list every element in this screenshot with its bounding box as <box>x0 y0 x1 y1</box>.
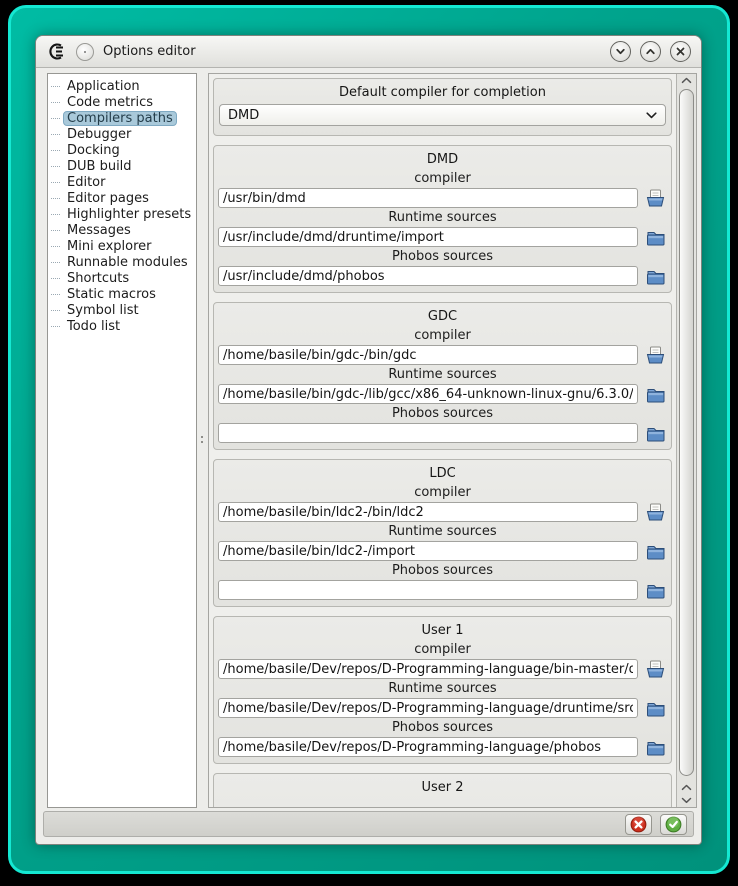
field-label-phobos-sources: Phobos sources <box>391 563 494 578</box>
green-check-circle-icon <box>665 816 682 833</box>
field-row <box>218 659 667 679</box>
ldc-compiler-input[interactable] <box>218 502 638 522</box>
sidebar-item-runnable-modules[interactable] <box>51 254 196 270</box>
chevron-up-icon <box>644 45 657 58</box>
splitter-grip-icon <box>201 436 203 438</box>
sidebar-tree <box>47 73 197 808</box>
field-row <box>218 266 667 286</box>
sidebar-item-label: Editor <box>67 174 106 190</box>
group-ldc <box>213 459 672 607</box>
field-label-runtime-sources: Runtime sources <box>388 681 497 696</box>
tree-branch-icon <box>51 294 60 295</box>
scrollbar-thumb[interactable] <box>679 89 694 776</box>
sidebar-item-label: Debugger <box>67 126 132 142</box>
sidebar-item-application[interactable] <box>51 78 196 94</box>
sidebar-item-label: Editor pages <box>67 190 149 206</box>
field-label-compiler: compiler <box>414 328 471 343</box>
options-scroll-area <box>208 73 697 808</box>
tree-branch-icon <box>51 182 60 183</box>
sidebar-item-label: DUB build <box>67 158 132 174</box>
field-row <box>218 227 667 247</box>
combo-value: DMD <box>228 107 260 123</box>
sidebar-splitter[interactable] <box>197 73 208 808</box>
field-label-phobos-sources: Phobos sources <box>391 406 494 421</box>
field-label-runtime-sources: Runtime sources <box>388 524 497 539</box>
field-row <box>218 580 667 600</box>
footer-bar <box>43 811 694 837</box>
group-title: Default compiler for completion <box>339 85 546 100</box>
group-title: LDC <box>429 466 456 481</box>
tree-branch-icon <box>51 118 60 119</box>
field-label-phobos-sources: Phobos sources <box>391 720 494 735</box>
folder-open-icon[interactable] <box>643 266 667 286</box>
group-default-compiler <box>213 78 672 136</box>
group-gdc <box>213 302 672 450</box>
body <box>47 73 697 808</box>
sidebar-item-label: Messages <box>67 222 131 238</box>
sidebar-item-todo-list[interactable] <box>51 318 196 334</box>
field-label-runtime-sources: Runtime sources <box>388 367 497 382</box>
field-row <box>218 541 667 561</box>
field-row <box>218 423 667 443</box>
sidebar-item-highlighter-presets[interactable] <box>51 206 196 222</box>
folder-open-icon[interactable] <box>643 384 667 404</box>
tree-branch-icon <box>51 150 60 151</box>
sidebar-item-label: Code metrics <box>67 94 154 110</box>
user-1-phobos-sources-input[interactable] <box>218 737 638 757</box>
maximize-button[interactable] <box>640 41 661 62</box>
folder-open-icon[interactable] <box>643 737 667 757</box>
ldc-runtime-sources-input[interactable] <box>218 541 638 561</box>
file-open-icon[interactable] <box>643 502 667 522</box>
field-row <box>218 384 667 404</box>
sidebar-item-static-macros[interactable] <box>51 286 196 302</box>
sidebar-item-label: Symbol list <box>67 302 139 318</box>
field-row <box>218 502 667 522</box>
group-user-2 <box>213 773 672 807</box>
gdc-runtime-sources-input[interactable] <box>218 384 638 404</box>
tree-branch-icon <box>51 310 60 311</box>
group-title: User 2 <box>421 780 464 795</box>
scroll-down-icon[interactable] <box>677 794 696 807</box>
sidebar-item-label: Runnable modules <box>67 254 188 270</box>
user-1-compiler-input[interactable] <box>218 659 638 679</box>
sidebar-item-compilers-paths[interactable] <box>51 110 196 126</box>
minimize-button[interactable] <box>610 41 631 62</box>
tree-branch-icon <box>51 278 60 279</box>
compilers-paths-panel <box>209 74 676 807</box>
tree-branch-icon <box>51 246 60 247</box>
scrollbar-track[interactable] <box>677 87 696 781</box>
sidebar-item-label: Compilers paths <box>63 111 177 126</box>
ldc-phobos-sources-input[interactable] <box>218 580 638 600</box>
group-title: User 1 <box>421 623 464 638</box>
field-label-compiler: compiler <box>414 485 471 500</box>
sidebar-item-editor-pages[interactable] <box>51 190 196 206</box>
dmd-phobos-sources-input[interactable] <box>218 266 638 286</box>
tree-branch-icon <box>51 134 60 135</box>
scroll-up-icon[interactable] <box>677 74 696 87</box>
sidebar-item-label: Shortcuts <box>67 270 130 286</box>
vertical-scrollbar[interactable] <box>676 74 696 807</box>
close-button[interactable] <box>670 41 691 62</box>
window-title: Options editor <box>103 44 196 59</box>
folder-open-icon[interactable] <box>643 541 667 561</box>
cancel-button[interactable] <box>625 814 652 835</box>
field-row <box>218 345 667 365</box>
titlebar[interactable] <box>36 36 701 68</box>
tree-branch-icon <box>51 198 60 199</box>
file-open-icon[interactable] <box>643 345 667 365</box>
sidebar-item-debugger[interactable] <box>51 126 196 142</box>
field-label-compiler: compiler <box>414 171 471 186</box>
sidebar-item-label: Application <box>67 78 140 94</box>
accept-button[interactable] <box>660 814 687 835</box>
sidebar-item-shortcuts[interactable] <box>51 270 196 286</box>
field-row <box>218 737 667 757</box>
chevron-down-icon <box>614 45 627 58</box>
sidebar-item-mini-explorer[interactable] <box>51 238 196 254</box>
sidebar-item-docking[interactable] <box>51 142 196 158</box>
gdc-compiler-input[interactable] <box>218 345 638 365</box>
sidebar-item-code-metrics[interactable] <box>51 94 196 110</box>
window-menu-button[interactable] <box>76 43 94 61</box>
close-icon <box>674 45 687 58</box>
tree-branch-icon <box>51 102 60 103</box>
tree-branch-icon <box>51 86 60 87</box>
app-logo-icon <box>48 43 67 60</box>
sidebar-item-symbol-list[interactable] <box>51 302 196 318</box>
dmd-compiler-input[interactable] <box>218 188 638 208</box>
sidebar-item-label: Static macros <box>67 286 156 302</box>
tree-branch-icon <box>51 230 60 231</box>
sidebar-item-label: Mini explorer <box>67 238 152 254</box>
tree-branch-icon <box>51 326 60 327</box>
field-row <box>218 188 667 208</box>
field-row <box>218 698 667 718</box>
dmd-runtime-sources-input[interactable] <box>218 227 638 247</box>
sidebar-item-editor[interactable] <box>51 174 196 190</box>
sidebar-item-label: Docking <box>67 142 120 158</box>
tree-branch-icon <box>51 166 60 167</box>
folder-open-icon[interactable] <box>643 698 667 718</box>
folder-open-icon[interactable] <box>643 580 667 600</box>
chevron-down-icon <box>646 112 657 119</box>
sidebar-item-label: Highlighter presets <box>67 206 192 222</box>
default-compiler-select[interactable] <box>219 104 666 126</box>
options-editor-window <box>35 35 702 845</box>
scroll-up-icon-bottom[interactable] <box>677 781 696 794</box>
file-open-icon[interactable] <box>643 659 667 679</box>
tree-branch-icon <box>51 262 60 263</box>
group-title: DMD <box>426 152 459 167</box>
folder-open-icon[interactable] <box>643 423 667 443</box>
file-open-icon[interactable] <box>643 188 667 208</box>
folder-open-icon[interactable] <box>643 227 667 247</box>
red-x-circle-icon <box>630 816 647 833</box>
field-label-runtime-sources: Runtime sources <box>388 210 497 225</box>
sidebar-item-label: Todo list <box>67 318 121 334</box>
user-1-runtime-sources-input[interactable] <box>218 698 638 718</box>
field-label-phobos-sources: Phobos sources <box>391 249 494 264</box>
gdc-phobos-sources-input[interactable] <box>218 423 638 443</box>
tree-branch-icon <box>51 214 60 215</box>
group-user-1 <box>213 616 672 764</box>
field-label-compiler: compiler <box>414 642 471 657</box>
sidebar-item-dub-build[interactable] <box>51 158 196 174</box>
sidebar-item-messages[interactable] <box>51 222 196 238</box>
group-dmd <box>213 145 672 293</box>
group-title: GDC <box>427 309 458 324</box>
